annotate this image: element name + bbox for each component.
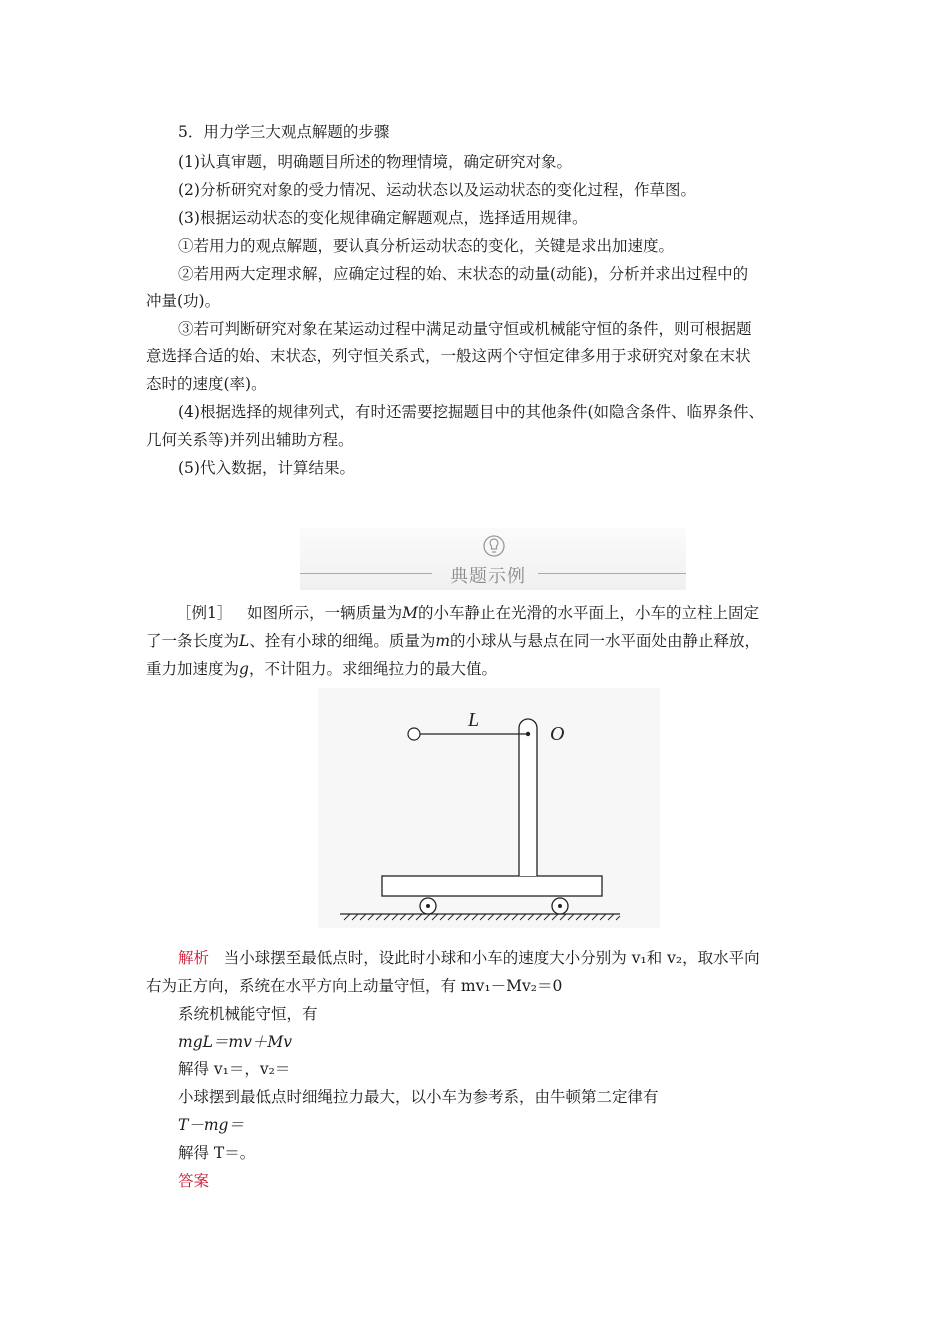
- example-line-2: [146, 631, 760, 651]
- example-line-1: [176, 603, 759, 623]
- var-L: L: [239, 632, 250, 650]
- solution-line-7: T－mg＝: [178, 1116, 244, 1134]
- section-heading: 5．用力学三大观点解题的步骤: [178, 123, 390, 141]
- sub-step-3-line-2: 意选择合适的始、末状态，列守恒关系式，一般这两个守恒定律多用于求研究对象在末状: [146, 347, 751, 365]
- pivot-point: [526, 732, 530, 736]
- banner-rule-right: [538, 573, 686, 574]
- example-banner: [300, 528, 686, 590]
- sub-step-2-line-1: ②若用两大定理求解，应确定过程的始、末状态的动量(动能)，分析并求出过程中的: [178, 265, 749, 283]
- example-text: 的小车静止在光滑的水平面上，小车的立柱上固定: [418, 604, 760, 622]
- sub-step-3-line-3: 态时的速度(率)。: [146, 375, 267, 393]
- cart-pendulum-figure: [318, 688, 660, 928]
- solution-line-5: 解得 v₁＝，v₂＝: [178, 1060, 291, 1078]
- step-2: (2)分析研究对象的受力情况、运动状态以及运动状态的变化过程，作草图。: [178, 181, 696, 199]
- example-text: 的小球从与悬点在同一水平面处由静止释放，: [450, 632, 761, 650]
- var-g: g: [239, 660, 249, 678]
- step-4-line-1: (4)根据选择的规律列式，有时还需要挖掘题目中的其他条件(如隐含条件、临界条件、: [178, 403, 765, 421]
- example-tag: ［例1］: [176, 604, 233, 622]
- cart-body: [382, 876, 602, 896]
- example-text: 如图所示，一辆质量为: [247, 604, 403, 622]
- label-L: L: [468, 709, 480, 731]
- example-text: 了一条长度为: [146, 632, 240, 650]
- ball: [408, 728, 420, 740]
- answer-label: 答案: [178, 1172, 210, 1190]
- solution-text: 当小球摆至最低点时，设此时小球和小车的速度大小分别为 v₁和 v₂，取水平向: [223, 949, 760, 967]
- solution-line-8: 解得 T＝。: [178, 1144, 256, 1162]
- sub-step-3-line-1: ③若可判断研究对象在某运动过程中满足动量守恒或机械能守恒的条件，则可根据题: [178, 320, 752, 338]
- example-line-3: [146, 659, 497, 679]
- step-1: (1)认真审题，明确题目所述的物理情境，确定研究对象。: [178, 153, 572, 171]
- banner-title: 典题示例: [450, 566, 526, 587]
- solution-line-1: [178, 948, 760, 968]
- solution-label: 解析: [178, 949, 210, 967]
- solution-line-2: 右为正方向，系统在水平方向上动量守恒，有 mv₁－Mv₂＝0: [146, 977, 563, 995]
- solution-line-6: 小球摆到最低点时细绳拉力最大，以小车为参考系，由牛顿第二定律有: [178, 1088, 659, 1106]
- step-4-line-2: 几何关系等)并列出辅助方程。: [146, 431, 354, 449]
- solution-line-3: 系统机械能守恒，有: [178, 1005, 318, 1023]
- step-3: (3)根据运动状态的变化规律确定解题观点，选择适用规律。: [178, 209, 588, 227]
- sub-step-2-line-2: 冲量(功)。: [146, 292, 221, 310]
- example-text: 、拴有小球的细绳。质量为: [249, 632, 436, 650]
- solution-line-4: mgL＝mv＋Mv: [178, 1033, 292, 1051]
- var-m: m: [435, 632, 451, 650]
- example-text: 重力加速度为: [146, 660, 240, 678]
- step-5: (5)代入数据，计算结果。: [178, 459, 355, 477]
- example-text: ，不计阻力。求细绳拉力的最大值。: [248, 660, 497, 678]
- sub-step-1: ①若用力的观点解题，要认真分析运动状态的变化，关键是求出加速度。: [178, 237, 675, 255]
- var-M: M: [402, 604, 419, 622]
- label-O: O: [550, 723, 565, 745]
- banner-rule-left: [300, 573, 432, 574]
- cart-post: [519, 719, 537, 876]
- lightbulb-icon: [482, 534, 506, 564]
